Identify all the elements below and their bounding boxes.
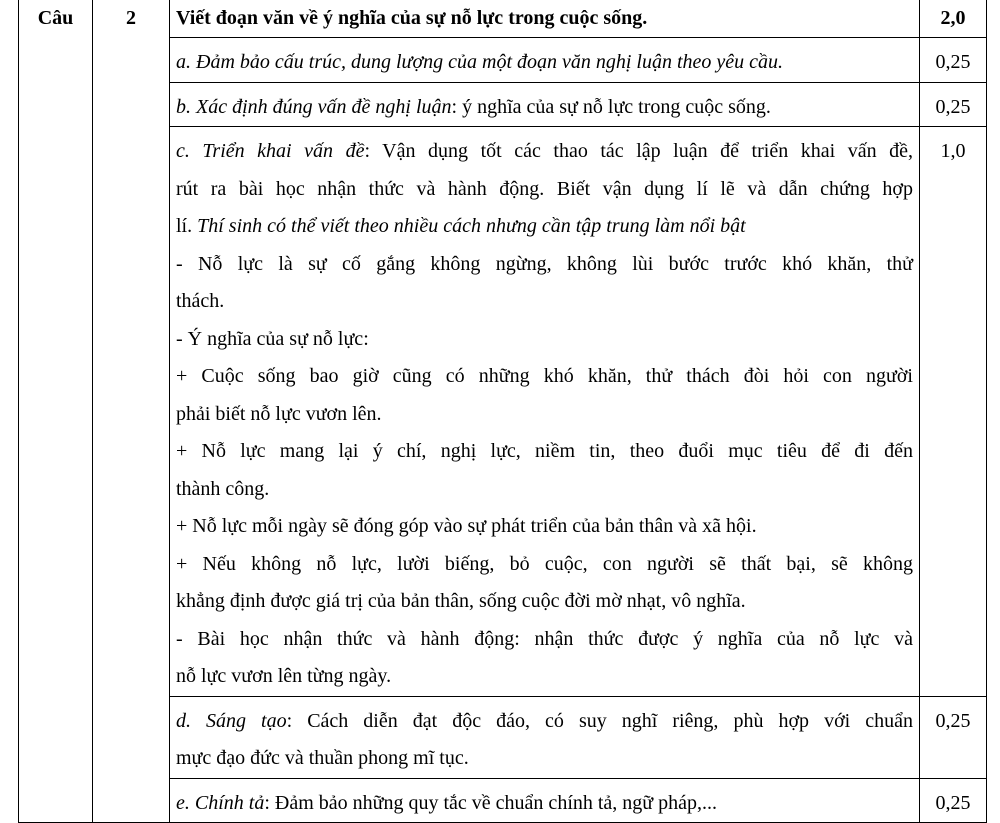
criterion-e-score-cell [920, 778, 987, 823]
criterion-b-label: b. Xác định đúng vấn đề nghị luận [176, 95, 452, 118]
criterion-c-cell [170, 127, 920, 697]
total-score-cell [920, 0, 987, 38]
criterion-a-text: a. Đảm bảo cấu trúc, dung lượng của một đoạn văn nghị luận theo yêu cầu. [176, 51, 784, 73]
criterion-d-cell [170, 696, 920, 778]
criterion-b-score: 0,25 [935, 95, 971, 118]
criterion-d-score: 0,25 [935, 709, 971, 732]
criterion-c-score-cell [920, 127, 987, 697]
criterion-c-line-4: - Nỗ lực là sự cố gắng không ngừng, không lùi bước trước khó khăn, thử [176, 252, 913, 275]
criterion-c-line-8: phải biết nỗ lực vươn lên. [176, 402, 382, 425]
criterion-d-label: d. Sáng tạo [176, 709, 287, 732]
question-label-cell [19, 0, 93, 823]
criterion-b-line [176, 89, 913, 127]
criterion-b-score-cell [920, 82, 987, 127]
criterion-e-line [176, 785, 913, 823]
total-score: 2,0 [940, 7, 966, 29]
criterion-c-line-10: thành công. [176, 477, 270, 500]
criterion-e-cell [170, 778, 920, 823]
criterion-c-score: 1,0 [940, 140, 966, 162]
question-number-cell [93, 0, 170, 823]
criterion-d-score-cell [920, 696, 987, 778]
criterion-e-score: 0,25 [935, 791, 971, 814]
question-label: Câu [37, 7, 74, 29]
criterion-e-label: e. Chính tả [176, 791, 265, 814]
rubric-header-row [19, 0, 987, 38]
criterion-c-line-12: + Nếu không nỗ lực, lười biếng, bỏ cuộc, con người sẽ thất bại, sẽ không [176, 552, 913, 575]
criterion-c-line-1: c. Triển khai vấn đề: Vận dụng tốt các thao tác lập luận để triển khai vấn đề, [176, 140, 913, 162]
grading-rubric-table [18, 0, 987, 823]
criterion-c-line-6: - Ý nghĩa của sự nỗ lực: [176, 327, 369, 350]
criterion-c-line-3: lí. Thí sinh có thể viết theo nhiều cách nhưng cần tập trung làm nổi bật [176, 215, 746, 237]
criterion-c-label: c. Triển khai vấn đề [176, 140, 365, 162]
criterion-c-note: Thí sinh có thể viết theo nhiều cách nhưng cần tập trung làm nổi bật [197, 215, 746, 237]
criterion-c-line-11: + Nỗ lực mỗi ngày sẽ đóng góp vào sự phát triển của bản thân và xã hội. [176, 515, 757, 537]
criterion-c-line-13: khẳng định được giá trị của bản thân, sống cuộc đời mờ nhạt, vô nghĩa. [176, 590, 746, 612]
criterion-e-text: : Đảm bảo những quy tắc về chuẩn chính tả, ngữ pháp,... [264, 791, 718, 814]
criterion-d-line-2: mực đạo đức và thuần phong mĩ tục. [176, 747, 469, 769]
criterion-b-text: : ý nghĩa của sự nỗ lực trong cuộc sống. [451, 95, 771, 118]
question-title-cell [170, 0, 920, 38]
criterion-a-score: 0,25 [935, 51, 971, 73]
criterion-d-line-1: d. Sáng tạo: Cách diễn đạt độc đáo, có suy nghĩ riêng, phù hợp với chuẩn [176, 709, 913, 732]
criterion-a-cell [170, 38, 920, 83]
criterion-c-line-9: + Nỗ lực mang lại ý chí, nghị lực, niềm tin, theo đuổi mục tiêu để đi đến [176, 440, 913, 462]
criterion-b-cell [170, 82, 920, 127]
criterion-c-line-2: rút ra bài học nhận thức và hành động. Biết vận dụng lí lẽ và dẫn chứng hợp [176, 177, 913, 200]
criterion-a-score-cell [920, 38, 987, 83]
criterion-c-line-7: + Cuộc sống bao giờ cũng có những khó khăn, thử thách đòi hỏi con người [176, 365, 913, 387]
question-title: Viết đoạn văn về ý nghĩa của sự nỗ lực trong cuộc sống. [176, 7, 648, 29]
criterion-c-line-5: thách. [176, 290, 225, 312]
criterion-c-line-14: - Bài học nhận thức và hành động: nhận thức được ý nghĩa của nỗ lực và [176, 627, 913, 650]
criterion-c-line-15: nỗ lực vươn lên từng ngày. [176, 665, 392, 687]
question-number: 2 [126, 7, 136, 29]
